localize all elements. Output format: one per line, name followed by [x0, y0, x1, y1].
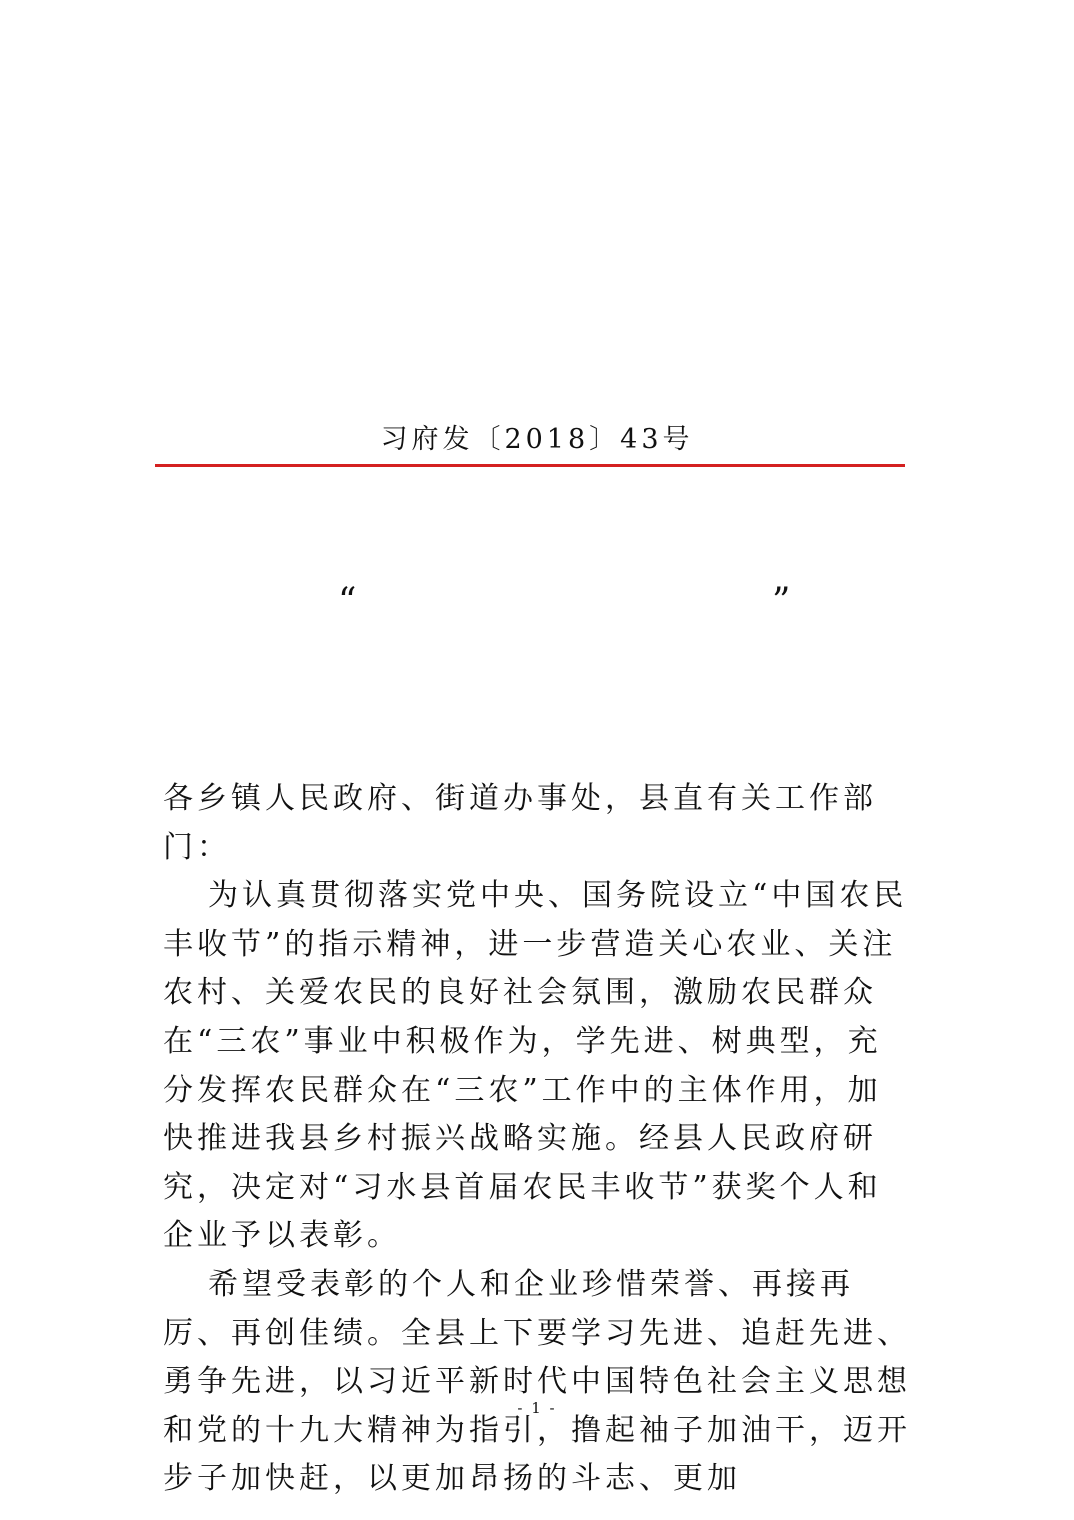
red-divider-line	[155, 464, 905, 467]
title-quote-close: ”	[772, 581, 791, 622]
document-number: 习府发〔2018〕43号	[380, 424, 694, 455]
paragraph-1: 为认真贯彻落实党中央、国务院设立“中国农民丰收节”的指示精神，进一步营造关心农业、关注农村、关爱农民的良好社会氛围，激励农民群众在“三农”事业中积极作为，学先进、树典型，充分发挥农民群众在“三农”工作中的主体作用，加快推进我县乡村振兴战略实施。经县人民政府研究，决定对“习水县首届农民丰收节”获奖个人和企业予以表彰。	[163, 878, 908, 1254]
page-number: - 1 -	[517, 1399, 557, 1417]
title-quote-open: “	[338, 581, 357, 622]
paragraph-2: 希望受表彰的个人和企业珍惜荣誉、再接再厉、再创佳绩。全县上下要学习先进、追赶先进、勇争先进，以习近平新时代中国特色社会主义思想和党的十九大精神为指引，撸起袖子加油干，迈开步子加快赶，以更加昂扬的斗志、更加	[163, 1266, 911, 1497]
document-body	[163, 775, 915, 1504]
salutation: 各乡镇人民政府、街道办事处，县直有关工作部门：	[163, 781, 877, 865]
